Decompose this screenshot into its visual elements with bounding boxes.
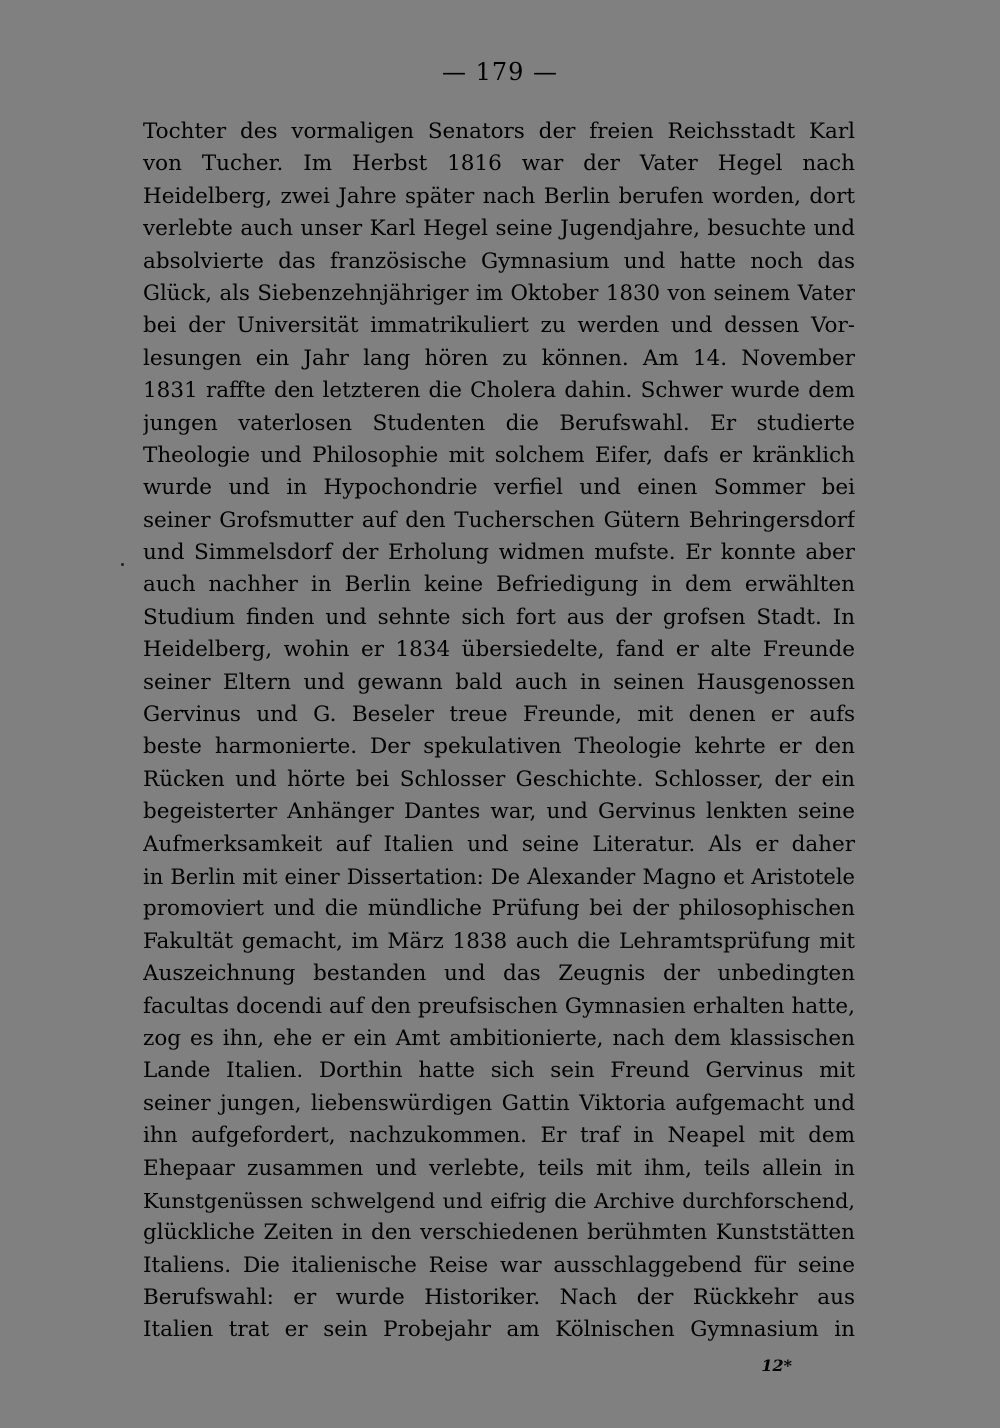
text-line: ihn aufgefordert, nachzukommen. Er traf in Neapel mit dem [143,1123,855,1149]
text-line: wurde und in Hypochondrie verfiel und einen Sommer bei [143,475,855,501]
text-line: bei der Universität immatrikuliert zu werden und dessen Vor- [143,313,855,339]
stray-ink-mark [121,563,124,566]
text-line: Heidelberg, zwei Jahre später nach Berlin berufen worden, dort [143,183,855,209]
text-line: Studium finden und sehnte sich fort aus der grofsen Stadt. In [143,604,855,630]
text-line: in Berlin mit einer Dissertation: De Alexander Magno et Aristotele [143,864,855,889]
text-line: Italiens. Die italienische Reise war ausschlaggebend für seine [143,1252,855,1278]
text-line: begeisterter Anhänger Dantes war, und Gervinus lenkten seine [143,799,855,825]
text-line: jungen vaterlosen Studenten die Berufswahl. Er studierte [143,410,855,436]
text-line: Fakultät gemacht, im März 1838 auch die Lehramtsprüfung mit [143,928,855,954]
text-line: Italien trat er sein Probejahr am Kölnischen Gymnasium in [143,1317,855,1343]
text-line: 1831 raffte den letzteren die Cholera dahin. Schwer wurde dem [143,378,855,404]
text-line: und Simmelsdorf der Erholung widmen mufste. Er konnte aber [143,540,855,566]
text-line: Auszeichnung bestanden und das Zeugnis der unbedingten [143,961,855,987]
text-line: zog es ihn, ehe er ein Amt ambitionierte, nach dem klassischen [143,1025,855,1051]
text-line: Aufmerksamkeit auf Italien und seine Literatur. Als er daher [143,831,855,857]
text-line: Theologie und Philosophie mit solchem Eifer, dafs er kränklich [143,442,855,468]
text-line: seiner Grofsmutter auf den Tucherschen Gütern Behringersdorf [143,507,855,533]
text-line: verlebte auch unser Karl Hegel seine Jugendjahre, besuchte und [143,216,855,242]
text-line: Lande Italien. Dorthin hatte sich sein Freund Gervinus mit [143,1058,855,1084]
text-line: Tochter des vormaligen Senators der freien Reichsstadt Karl [143,119,855,144]
text-line: seiner Eltern und gewann bald auch in seinen Hausgenossen [143,669,855,695]
text-line: Berufswahl: er wurde Historiker. Nach der Rückkehr aus [143,1285,855,1311]
body-text [143,116,855,1347]
text-line: von Tucher. Im Herbst 1816 war der Vater Hegel nach [143,151,855,177]
text-line: Rücken und hörte bei Schlosser Geschichte. Schlosser, der ein [143,766,855,792]
text-line: glückliche Zeiten in den verschiedenen berühmten Kunststätten [143,1220,855,1246]
text-line: seiner jungen, liebenswürdigen Gattin Viktoria aufgemacht und [143,1090,855,1116]
text-line: Glück, als Siebenzehnjähriger im Oktober 1830 von seinem Vater [143,280,855,306]
text-line: Kunstgenüssen schwelgend und eifrig die Archive durchforschend, [143,1188,855,1213]
text-line: Ehepaar zusammen und verlebte, teils mit ihm, teils allein in [143,1155,855,1181]
text-line: Gervinus und G. Beseler treue Freunde, mit denen er aufs [143,702,855,728]
text-line: beste harmonierte. Der spekulativen Theologie kehrte er den [143,734,855,760]
page-number: — 179 — [441,58,559,86]
text-line: promoviert und die mündliche Prüfung bei der philosophischen [143,896,855,922]
text-line: lesungen ein Jahr lang hören zu können. Am 14. November [143,345,855,371]
text-line: Heidelberg, wohin er 1834 übersiedelte, fand er alte Freunde [143,637,855,663]
signature-mark: 12* [761,1356,792,1375]
text-line: absolvierte das französische Gymnasium und hatte noch das [143,248,855,274]
text-line: auch nachher in Berlin keine Befriedigung in dem erwählten [143,572,855,598]
text-line: facultas docendi auf den preufsischen Gymnasien erhalten hatte, [143,993,855,1019]
